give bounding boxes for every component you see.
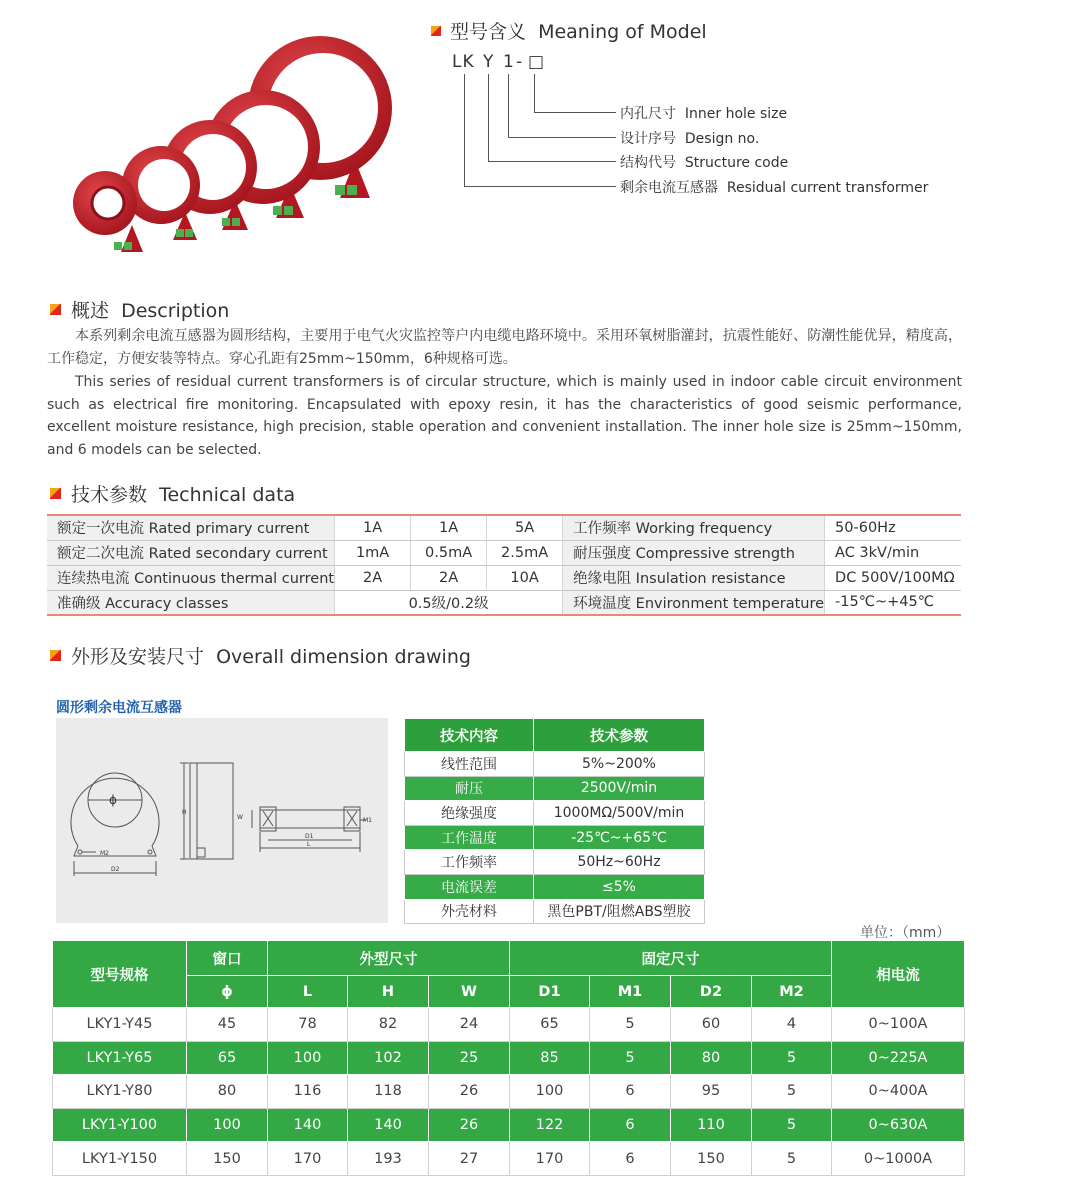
- description-title: [50, 296, 229, 323]
- cell: 102: [348, 1041, 429, 1075]
- bracket-line: [464, 186, 616, 187]
- cell: 170: [510, 1142, 590, 1176]
- td-value: 2A: [411, 565, 487, 590]
- table-row: [405, 801, 705, 826]
- cell: 6: [590, 1142, 671, 1176]
- cell: 5: [752, 1041, 832, 1075]
- bracket-line: [534, 112, 616, 113]
- spec-key: 工作频率: [405, 850, 534, 875]
- cell: 45: [187, 1008, 268, 1042]
- bracket-line: [508, 137, 616, 138]
- section-marker-icon: [50, 304, 61, 315]
- header-fixed: 固定尺寸: [510, 941, 832, 976]
- td-label: 工作频率 Working frequency: [563, 515, 825, 540]
- code-dash: -: [516, 52, 524, 72]
- table-row: [47, 565, 961, 590]
- cell: 122: [510, 1108, 590, 1142]
- cell: 65: [510, 1008, 590, 1042]
- spec-key: 外壳材料: [405, 899, 534, 924]
- cell: 193: [348, 1142, 429, 1176]
- td-label: 连续热电流 Continuous thermal current: [47, 565, 335, 590]
- cell: 6: [590, 1075, 671, 1109]
- cell: 5: [752, 1142, 832, 1176]
- table-row: [53, 1108, 965, 1142]
- spec-key: 耐压: [405, 776, 534, 801]
- cell: 170: [268, 1142, 348, 1176]
- unit-label: 单位：（mm）: [860, 925, 951, 941]
- dimension-drawing-svg: [56, 718, 388, 923]
- dim-label-l: L: [307, 841, 311, 848]
- spec-key: 线性范围: [405, 752, 534, 777]
- cell: 140: [268, 1108, 348, 1142]
- cell: 118: [348, 1075, 429, 1109]
- label-residual-transformer: 剩余电流互感器 Residual current transformer: [620, 180, 929, 196]
- spec-header: 技术参数: [534, 719, 705, 752]
- dim-label-d2: D2: [111, 866, 120, 873]
- dim-label-m1: M1: [363, 817, 372, 824]
- table-row: [405, 874, 705, 899]
- cell: LKY1-Y150: [53, 1142, 187, 1176]
- table-row: [405, 850, 705, 875]
- technical-data-table: [47, 514, 961, 616]
- description-zh: 本系列剩余电流互感器为圆形结构，主要用于电气火灾监控等户内电缆电路环境中。采用环氧树脂灌封，抗震性能好、防潮性能优异，精度高，工作稳定，方便安装等特点。穿心孔距有25mm~150mm，6种规格可选。: [47, 328, 962, 367]
- header-w: W: [429, 976, 510, 1008]
- bracket-line: [488, 74, 489, 161]
- spec-value: 黑色PBT/阻燃ABS塑胶: [534, 899, 705, 924]
- cell: LKY1-Y45: [53, 1008, 187, 1042]
- cell: 4: [752, 1008, 832, 1042]
- bracket-line: [464, 74, 465, 186]
- header-model: 型号规格: [53, 941, 187, 1008]
- header-m1: M1: [590, 976, 671, 1008]
- table-row: [53, 1041, 965, 1075]
- cell: 150: [187, 1142, 268, 1176]
- cell: 80: [187, 1075, 268, 1109]
- td-label: 绝缘电阻 Insulation resistance: [563, 565, 825, 590]
- header-window: 窗口: [187, 941, 268, 976]
- cell: 0~630A: [832, 1108, 965, 1142]
- header-phi: ϕ: [187, 976, 268, 1008]
- spec-table: [404, 718, 705, 924]
- cell: 5: [590, 1041, 671, 1075]
- td-value: 2A: [335, 565, 411, 590]
- technical-data-title-text: 技术参数 Technical data: [71, 484, 296, 506]
- table-header-row: [53, 976, 965, 1008]
- cell: 0~225A: [832, 1041, 965, 1075]
- section-marker-icon: [50, 650, 61, 661]
- table-row: [47, 590, 961, 615]
- spec-value: 1000MΩ/500V/min: [534, 801, 705, 826]
- table-row: [53, 1075, 965, 1109]
- bracket-line: [488, 161, 616, 162]
- cell: 5: [752, 1108, 832, 1142]
- table-row: [53, 1008, 965, 1042]
- cell: 78: [268, 1008, 348, 1042]
- section-marker-icon: [50, 488, 61, 499]
- td-value: 10A: [487, 565, 563, 590]
- cell: 110: [671, 1108, 752, 1142]
- description-title-text: 概述 Description: [71, 300, 230, 322]
- cell: 100: [187, 1108, 268, 1142]
- cell: 26: [429, 1108, 510, 1142]
- header-m2: M2: [752, 976, 832, 1008]
- td-label: 额定一次电流 Rated primary current: [47, 515, 335, 540]
- bracket-line: [534, 74, 535, 112]
- header-l: L: [268, 976, 348, 1008]
- cell: 140: [348, 1108, 429, 1142]
- cell: 100: [268, 1041, 348, 1075]
- cell: 82: [348, 1008, 429, 1042]
- header-outer: 外型尺寸: [268, 941, 510, 976]
- cell: 85: [510, 1041, 590, 1075]
- label-inner-hole: 内孔尺寸 Inner hole size: [620, 106, 788, 122]
- code-part-1: 1: [503, 52, 515, 72]
- cell: 27: [429, 1142, 510, 1176]
- cell: 116: [268, 1075, 348, 1109]
- cell: LKY1-Y100: [53, 1108, 187, 1142]
- cell: LKY1-Y65: [53, 1041, 187, 1075]
- cell: LKY1-Y80: [53, 1075, 187, 1109]
- td-value: 0.5mA: [411, 540, 487, 565]
- table-row: [53, 1142, 965, 1176]
- cell: 60: [671, 1008, 752, 1042]
- td-value: 1A: [335, 515, 411, 540]
- model-meaning-title: [431, 17, 707, 44]
- cell: 5: [590, 1008, 671, 1042]
- dimension-title-text: 外形及安装尺寸 Overall dimension drawing: [71, 646, 471, 668]
- td-value: 1mA: [335, 540, 411, 565]
- table-row: [405, 752, 705, 777]
- table-header-row: [405, 719, 705, 752]
- table-header-row: [53, 941, 965, 976]
- code-part-y: Y: [483, 52, 495, 72]
- label-structure-code: 结构代号 Structure code: [620, 155, 789, 171]
- description-body: [47, 325, 962, 461]
- cell: 0~1000A: [832, 1142, 965, 1176]
- header-h: H: [348, 976, 429, 1008]
- dimension-drawing: [56, 718, 388, 923]
- cell: 26: [429, 1075, 510, 1109]
- cell: 0~400A: [832, 1075, 965, 1109]
- cell: 95: [671, 1075, 752, 1109]
- table-row: [405, 899, 705, 924]
- label-design-no: 设计序号 Design no.: [620, 131, 760, 147]
- td-value: 2.5mA: [487, 540, 563, 565]
- model-meaning-title-text: 型号含义 Meaning of Model: [450, 21, 707, 43]
- cell: 0~100A: [832, 1008, 965, 1042]
- td-label: 额定二次电流 Rated secondary current: [47, 540, 335, 565]
- cell: 100: [510, 1075, 590, 1109]
- cell: 6: [590, 1108, 671, 1142]
- table-row: [47, 515, 961, 540]
- product-photo: [50, 20, 400, 270]
- spec-header: 技术内容: [405, 719, 534, 752]
- size-table: [52, 940, 965, 1176]
- cell: 150: [671, 1142, 752, 1176]
- spec-value: ≤5%: [534, 874, 705, 899]
- spec-value: 50Hz~60Hz: [534, 850, 705, 875]
- code-box: □: [528, 52, 546, 72]
- cell: 25: [429, 1041, 510, 1075]
- table-row: [405, 776, 705, 801]
- bracket-line: [508, 74, 509, 137]
- td-value: 50-60Hz: [825, 515, 961, 540]
- description-en: This series of residual current transformers is of circular structure, which is mainly used in indoor cable circuit environment such as electrical fire monitoring. Encapsulated with epoxy resin, it has the characteristics of good seismic performance, excellent moisture resistance, high precision, stable operation and convenient installation. The inner hole size is 25mm~150mm, and 6 models can be selected.: [47, 374, 962, 458]
- cell: 24: [429, 1008, 510, 1042]
- cell: 65: [187, 1041, 268, 1075]
- dim-label-phi: ϕ: [109, 793, 117, 807]
- td-value: 5A: [487, 515, 563, 540]
- table-row: [405, 825, 705, 850]
- dim-label-m2: M2: [100, 850, 109, 857]
- spec-value: -25℃~+65℃: [534, 825, 705, 850]
- dim-label-d1: D1: [305, 833, 314, 840]
- spec-value: 5%~200%: [534, 752, 705, 777]
- dim-label-h: H: [182, 809, 187, 816]
- cell: 5: [752, 1075, 832, 1109]
- spec-key: 绝缘强度: [405, 801, 534, 826]
- td-label: 耐压强度 Compressive strength: [563, 540, 825, 565]
- td-label: 环境温度 Environment temperature: [563, 590, 825, 615]
- spec-value: 2500V/min: [534, 776, 705, 801]
- header-d1: D1: [510, 976, 590, 1008]
- td-value: 1A: [411, 515, 487, 540]
- dim-label-w: W: [237, 814, 243, 821]
- spec-key: 电流误差: [405, 874, 534, 899]
- td-value: DC 500V/100MΩ: [825, 565, 961, 590]
- cell: 80: [671, 1041, 752, 1075]
- code-part-lk: LK: [452, 52, 475, 72]
- table-row: [47, 540, 961, 565]
- technical-data-title: [50, 480, 295, 507]
- dimension-title: [50, 642, 471, 669]
- td-label: 准确级 Accuracy classes: [47, 590, 335, 615]
- header-d2: D2: [671, 976, 752, 1008]
- header-phase: 相电流: [832, 941, 965, 1008]
- td-value: 0.5级/0.2级: [335, 590, 563, 615]
- spec-key: 工作温度: [405, 825, 534, 850]
- td-value: -15℃~+45℃: [825, 590, 961, 615]
- section-marker-icon: [431, 26, 441, 36]
- drawing-subtitle: 圆形剩余电流互感器: [56, 700, 182, 716]
- td-value: AC 3kV/min: [825, 540, 961, 565]
